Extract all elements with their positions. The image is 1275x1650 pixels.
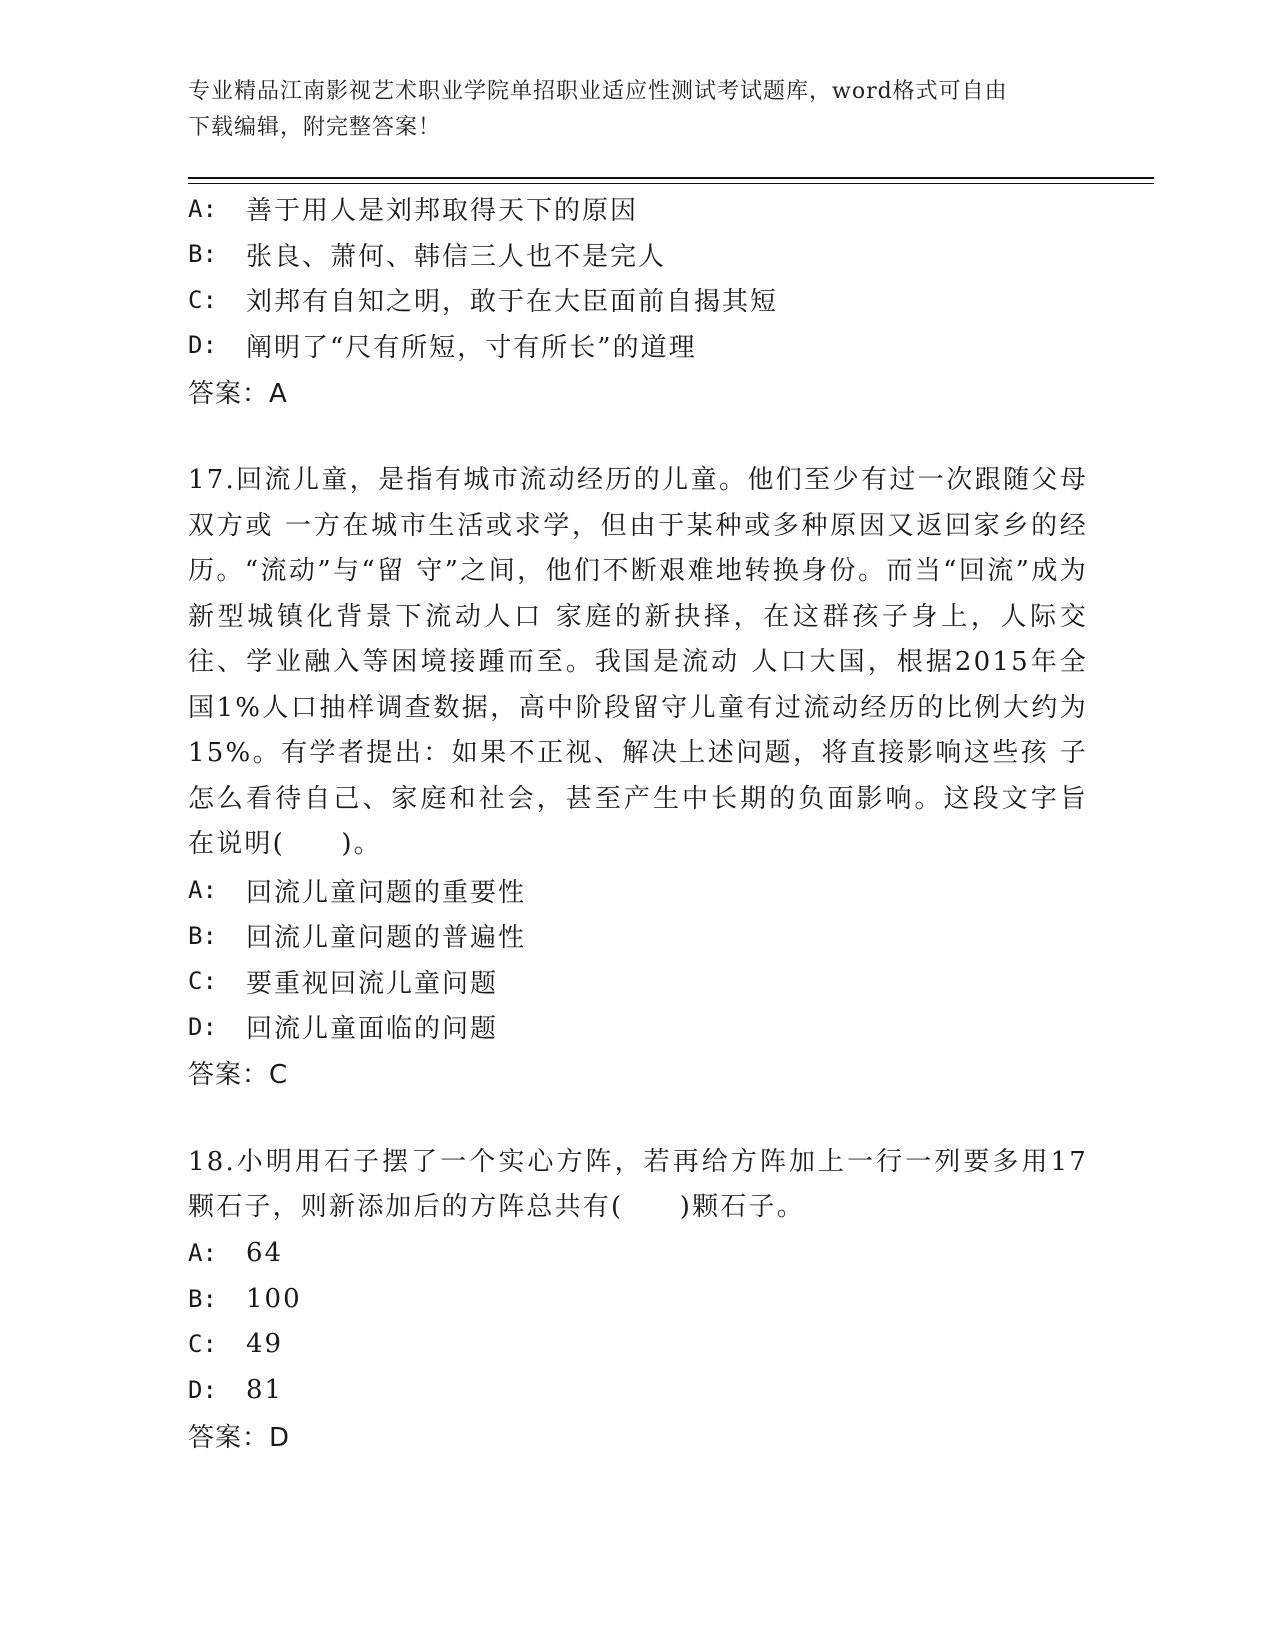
answer-line: 答案：A	[188, 378, 288, 409]
option-label: B:	[188, 240, 217, 269]
option-text: 100	[246, 1283, 302, 1314]
option-text: 张良、萧何、韩信三人也不是完人	[246, 241, 667, 272]
question-18	[188, 1140, 1088, 1459]
option-text: 64	[246, 1238, 284, 1269]
option-a	[188, 1231, 1088, 1277]
question-stem: 18.小明用石子摆了一个实心方阵，若再给方阵加上一行一列要多用17颗石子，则新添加后的方阵总共有( )颗石子。	[188, 1146, 1088, 1222]
page-header	[188, 74, 1068, 146]
option-label: D:	[188, 1012, 217, 1041]
option-text: 回流儿童面临的问题	[246, 1014, 499, 1045]
option-label: A:	[188, 1239, 217, 1268]
option-a	[188, 868, 1088, 914]
option-b	[188, 232, 1088, 278]
answer-line: 答案：C	[188, 1060, 289, 1090]
header-line-1: 专业精品江南影视艺术职业学院单招职业适应性测试考试题库，word格式可自由	[188, 79, 1008, 104]
option-label: D:	[188, 1375, 217, 1404]
question-stem: 17.回流儿童，是指有城市流动经历的儿童。他们至少有过一次跟随父母双方或 一方在城市生活或求学，但由于某种或多种原因又返回家乡的经历。“流动”与“留 守”之间，他们不断艰难地转换身份。而当“回流”成为新型城镇化背景下流动人口 家庭的新抉择，在这群孩子身上，人际交往、学业融入等困境接踵而至。我国是流动 人口大国，根据2015年全国1%人口抽样调查数据，高中阶段留守儿童有过流动经历的比例大约为15%。有学者提出：如果不正视、解决上述问题，将直接影响这些孩 子怎么看待自己、家庭和社会，甚至产生中长期的负面影响。这段文字旨在说明( )。	[188, 465, 1088, 859]
option-text: 刘邦有自知之明，敢于在大臣面前自揭其短	[246, 287, 779, 318]
question-spacer	[188, 414, 1088, 458]
option-text: 善于用人是刘邦取得天下的原因	[246, 196, 639, 227]
question-16	[188, 186, 1088, 414]
option-text: 要重视回流儿童问题	[246, 968, 499, 999]
option-label: C:	[188, 967, 217, 996]
header-divider-thin	[188, 183, 1154, 184]
option-a	[188, 186, 1088, 232]
question-17	[188, 458, 1088, 1096]
option-d	[188, 1367, 1088, 1413]
question-spacer	[188, 1096, 1088, 1140]
option-d	[188, 323, 1088, 369]
option-c	[188, 1322, 1088, 1368]
question-content	[188, 186, 1088, 1459]
option-label: A:	[188, 194, 217, 223]
option-label: C:	[188, 1330, 217, 1359]
option-text: 回流儿童问题的重要性	[246, 877, 527, 908]
option-label: B:	[188, 921, 217, 950]
option-b	[188, 913, 1088, 959]
option-label: D:	[188, 331, 217, 360]
option-text: 回流儿童问题的普遍性	[246, 923, 527, 954]
option-label: A:	[188, 876, 217, 905]
option-d	[188, 1004, 1088, 1050]
header-divider-thick	[188, 177, 1154, 179]
option-text: 81	[246, 1374, 284, 1405]
option-text: 阐明了“尺有所短，寸有所长”的道理	[246, 332, 697, 363]
header-line-2: 下载编辑，附完整答案！	[188, 115, 442, 140]
option-b	[188, 1276, 1088, 1322]
option-label: C:	[188, 285, 217, 314]
answer-line: 答案：D	[188, 1423, 291, 1453]
option-text: 49	[246, 1329, 284, 1360]
option-c	[188, 277, 1088, 323]
option-label: B:	[188, 1284, 217, 1313]
option-c	[188, 959, 1088, 1005]
